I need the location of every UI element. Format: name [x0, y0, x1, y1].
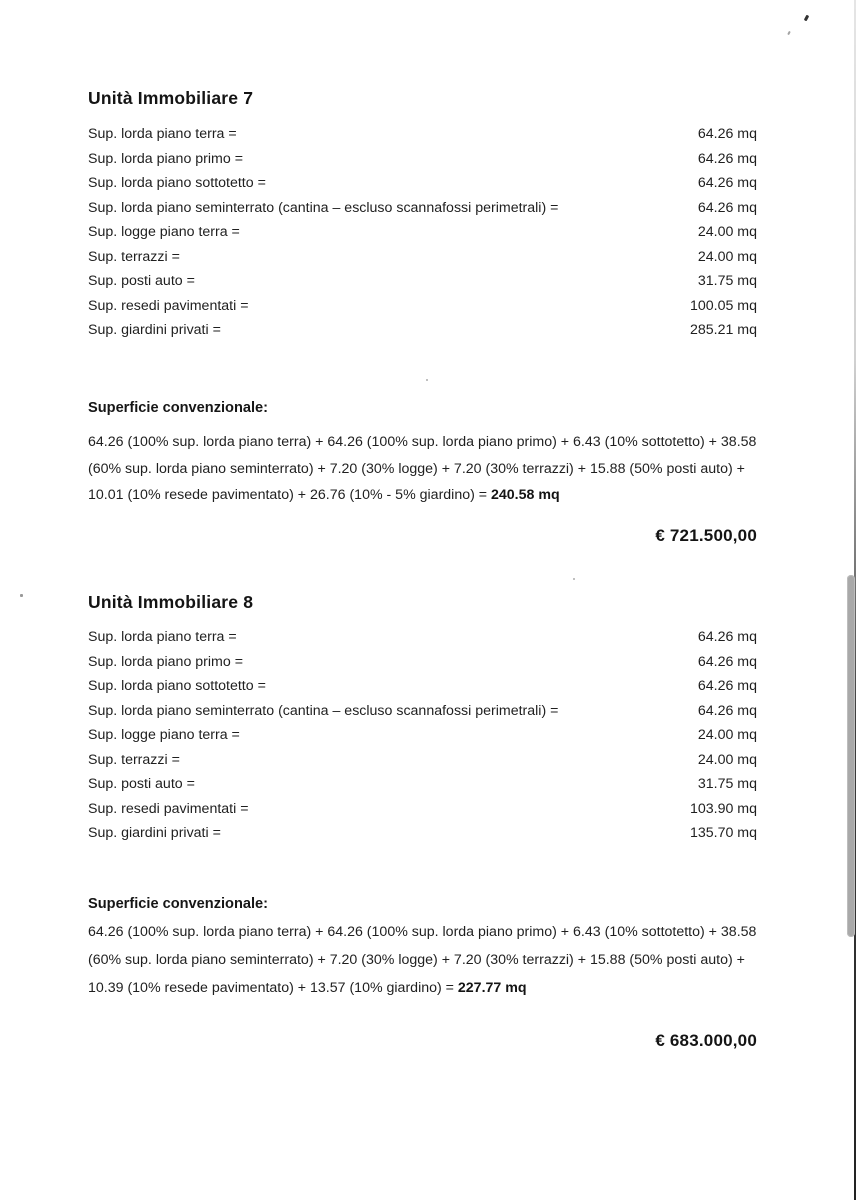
surface-value: 100.05 mq	[689, 297, 757, 314]
table-row	[88, 269, 757, 294]
table-row	[88, 723, 757, 748]
surface-value: 64.26 mq	[697, 678, 757, 694]
surface-value: 24.00 mq	[697, 727, 757, 743]
table-row	[88, 625, 757, 650]
table-row	[88, 294, 757, 319]
table-row	[88, 748, 757, 773]
unit-7-conventional-surface-heading: Superficie convenzionale:	[88, 400, 269, 416]
table-row	[88, 196, 757, 221]
unit-8-price: € 683.000,00	[655, 1031, 757, 1050]
formula-line-prefix: 10.39 (10% resede pavimentato) + 13.57 (10% giardino) =	[88, 980, 458, 996]
surface-value: 103.90 mq	[689, 800, 757, 817]
surface-label: Sup. lorda piano sottotetto =	[88, 678, 266, 694]
surface-value: 24.00 mq	[697, 751, 757, 768]
formula-line: 64.26 (100% sup. lorda piano terra) + 64.26 (100% sup. lorda piano primo) + 6.43 (10% sottotetto) + 38.58	[88, 924, 757, 940]
surface-label: Sup. logge piano terra =	[88, 224, 240, 240]
table-row	[88, 699, 757, 724]
table-row	[88, 674, 757, 699]
unit-7-price: € 721.500,00	[655, 526, 757, 545]
unit-7-conventional-surface-formula	[88, 429, 768, 509]
surface-label: Sup. terrazzi =	[88, 751, 180, 768]
surface-value: 64.26 mq	[697, 629, 757, 645]
table-row	[88, 772, 757, 797]
surface-label: Sup. resedi pavimentati =	[88, 297, 249, 314]
table-row	[88, 318, 757, 343]
formula-line	[88, 482, 768, 509]
surface-label: Sup. lorda piano seminterrato (cantina – escluso scannafossi perimetrali) =	[88, 199, 559, 216]
surface-value: 64.26 mq	[697, 175, 757, 191]
scan-speck	[573, 578, 575, 580]
scan-speck	[426, 379, 428, 381]
surface-label: Sup. lorda piano sottotetto =	[88, 175, 266, 191]
table-row	[88, 797, 757, 822]
surface-value: 64.26 mq	[697, 702, 757, 719]
scrollbar-thumb[interactable]	[847, 575, 855, 937]
surface-label: Sup. lorda piano primo =	[88, 150, 243, 167]
unit-7-surface-table	[88, 122, 757, 343]
formula-line: (60% sup. lorda piano seminterrato) + 7.20 (30% logge) + 7.20 (30% terrazzi) + 15.88 (50% posti auto) +	[88, 952, 745, 968]
scan-speck	[787, 31, 791, 35]
formula-line	[88, 974, 768, 1002]
surface-value: 64.26 mq	[697, 653, 757, 670]
table-row	[88, 147, 757, 172]
table-row	[88, 821, 757, 846]
surface-label: Sup. giardini privati =	[88, 825, 221, 841]
surface-value: 64.26 mq	[697, 199, 757, 216]
surface-label: Sup. posti auto =	[88, 776, 195, 792]
table-row	[88, 122, 757, 147]
unit-7-title: Unità Immobiliare 7	[88, 88, 254, 108]
surface-label: Sup. lorda piano terra =	[88, 629, 237, 645]
scan-speck	[804, 15, 809, 22]
surface-value: 24.00 mq	[697, 224, 757, 240]
surface-label: Sup. lorda piano primo =	[88, 653, 243, 670]
surface-label: Sup. giardini privati =	[88, 322, 221, 338]
formula-line-prefix: 10.01 (10% resede pavimentato) + 26.76 (10% - 5% giardino) =	[88, 487, 492, 503]
surface-label: Sup. resedi pavimentati =	[88, 800, 249, 817]
unit-8-title: Unità Immobiliare 8	[88, 592, 254, 612]
table-row	[88, 245, 757, 270]
conventional-surface-total: 240.58 mq	[491, 487, 560, 503]
surface-label: Sup. lorda piano terra =	[88, 126, 237, 142]
surface-value: 64.26 mq	[697, 126, 757, 142]
table-row	[88, 220, 757, 245]
unit-8-conventional-surface-formula	[88, 918, 768, 1002]
scan-speck	[20, 594, 23, 597]
unit-8-conventional-surface-heading: Superficie convenzionale:	[88, 896, 269, 912]
surface-value: 31.75 mq	[697, 273, 757, 289]
surface-value: 31.75 mq	[697, 776, 757, 792]
formula-line: (60% sup. lorda piano seminterrato) + 7.20 (30% logge) + 7.20 (30% terrazzi) + 15.88 (50% posti auto) +	[88, 460, 745, 477]
surface-value: 135.70 mq	[689, 825, 757, 841]
table-row	[88, 171, 757, 196]
formula-line: 64.26 (100% sup. lorda piano terra) + 64.26 (100% sup. lorda piano primo) + 6.43 (10% sottotetto) + 38.58	[88, 434, 757, 450]
surface-label: Sup. logge piano terra =	[88, 727, 240, 743]
surface-label: Sup. posti auto =	[88, 273, 195, 289]
surface-value: 24.00 mq	[697, 248, 757, 265]
unit-8-surface-table	[88, 625, 757, 846]
table-row	[88, 650, 757, 675]
conventional-surface-total: 227.77 mq	[457, 980, 527, 996]
surface-label: Sup. terrazzi =	[88, 248, 180, 265]
surface-value: 64.26 mq	[697, 150, 757, 167]
surface-value: 285.21 mq	[689, 322, 757, 338]
surface-label: Sup. lorda piano seminterrato (cantina – escluso scannafossi perimetrali) =	[88, 702, 559, 719]
